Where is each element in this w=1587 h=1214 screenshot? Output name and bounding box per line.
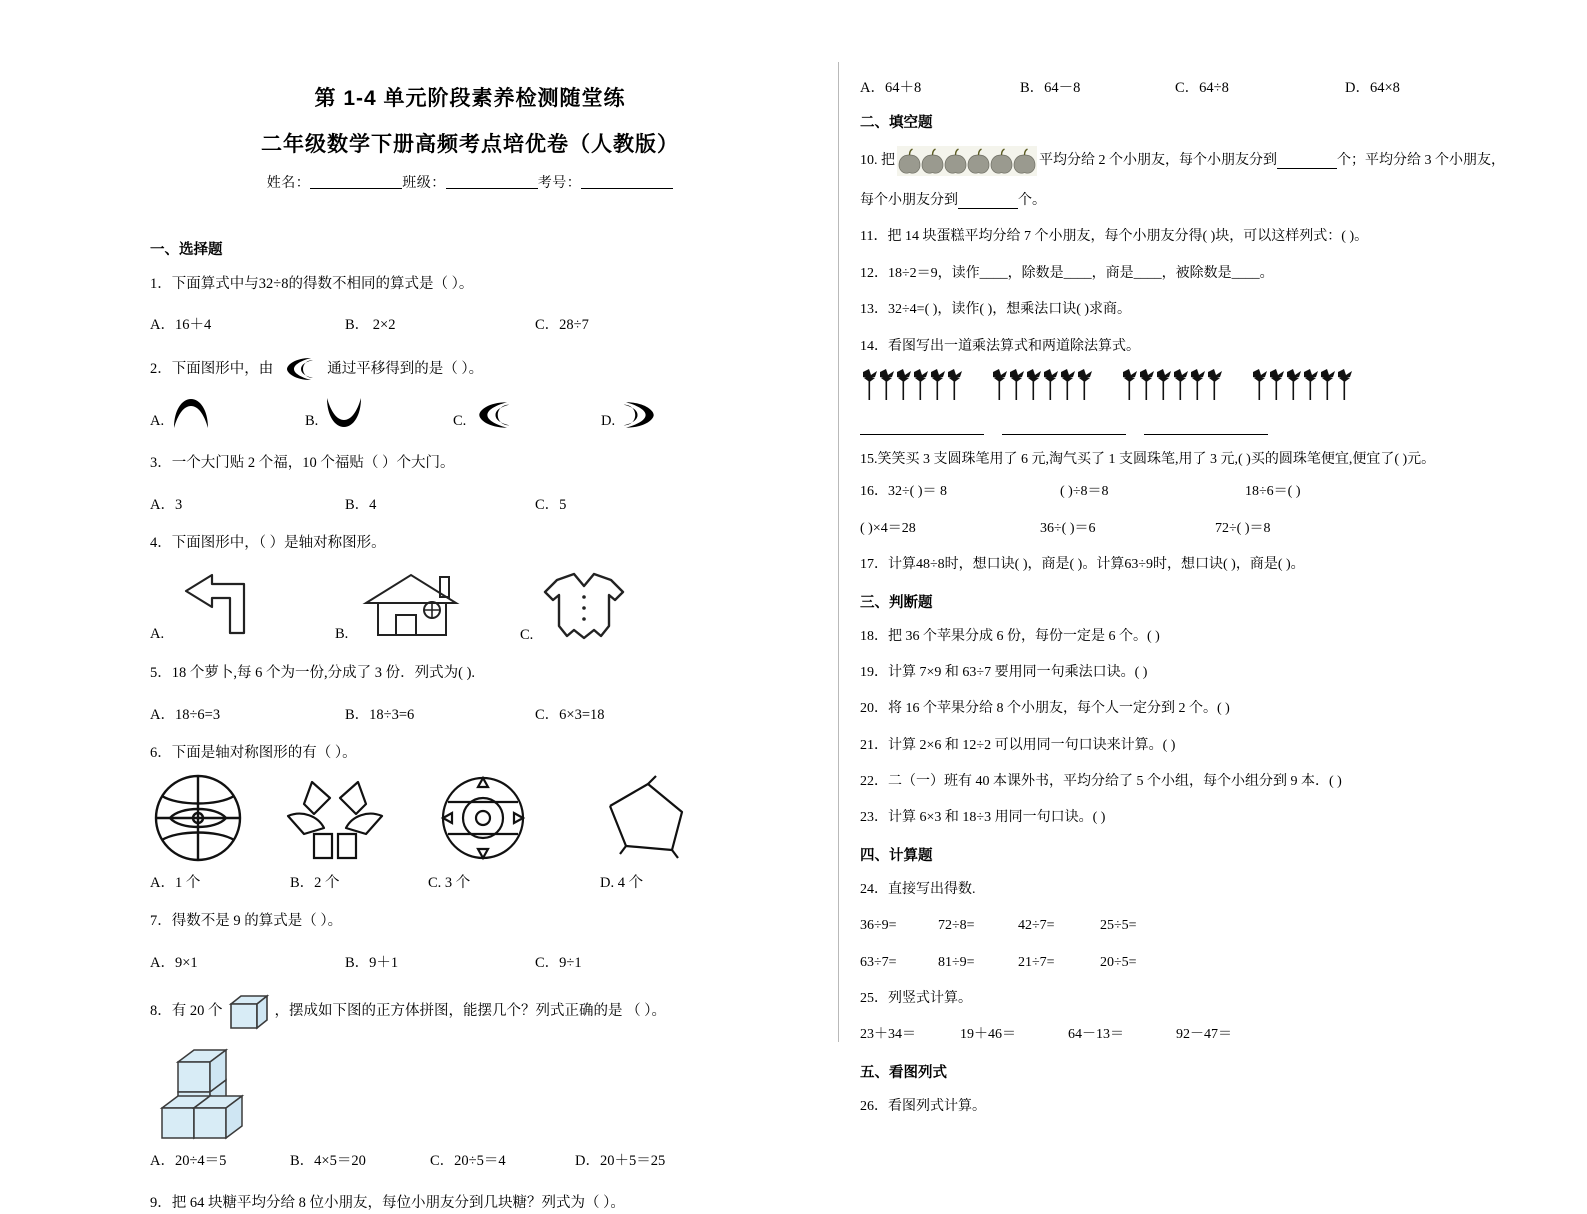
q4-option-b[interactable] (335, 565, 520, 643)
symmetric-ball-icon (150, 772, 280, 864)
question-9-text: 9．把 64 块糖平均分给 8 位小朋友，每位小朋友分到几块糖？列式为（ ）。 (150, 1194, 625, 1211)
question-22-text[interactable]: 22．二（一）班有 40 本课外书，平均分给了 5 个小组，每个小组分到 9 本．( ) (860, 774, 1342, 790)
question-6-figures (150, 770, 790, 865)
section-picture-heading: 五、看图列式 (860, 1064, 947, 1081)
question-10-line2 (860, 190, 1560, 212)
exam-input[interactable] (581, 188, 673, 189)
question-2-text (150, 356, 790, 382)
irregular-pentagon-icon (598, 772, 698, 864)
pinwheel-group-3 (1120, 368, 1228, 402)
q4-option-a[interactable] (150, 565, 335, 643)
q5-option-c[interactable]: C．6×3=18 (535, 706, 605, 723)
q16-expr-1[interactable]: 16．32÷( )＝ 8 (860, 484, 948, 500)
question-14-text: 14．看图写出一道乘法算式和两道除法算式。 (860, 338, 1140, 354)
q8-option-d[interactable]: D．20＋5＝25 (575, 1152, 666, 1169)
crescent-right-icon (621, 400, 661, 430)
crescent-up-icon (170, 396, 212, 430)
q5-option-b[interactable]: B．18÷3=6 (345, 706, 415, 723)
question-6-options (150, 871, 790, 892)
name-input[interactable] (310, 188, 402, 189)
q16-expr-6[interactable]: 72÷( )＝8 (1215, 520, 1271, 536)
question-21-text[interactable]: 21．计算 2×6 和 12÷2 可以用同一句口诀来计算。( ) (860, 737, 1176, 753)
q9-option-c[interactable]: C．64÷8 (1175, 80, 1229, 96)
q5-option-a[interactable]: A．18÷6=3 (150, 706, 221, 723)
column-divider (838, 62, 839, 1042)
q1-option-b[interactable]: B． 2×2 (345, 317, 396, 334)
q2-label-a: A. (150, 413, 165, 430)
q2-option-b[interactable] (305, 396, 453, 430)
question-1-text: 1．下面算式中与32÷8的得数不相同的算式是（ ）。 (150, 276, 474, 292)
q3-option-b[interactable]: B．4 (345, 496, 377, 513)
q14-answer-line-1[interactable] (860, 420, 984, 435)
flower-petals-icon (280, 772, 428, 864)
q10-text-a: 10. 把 (860, 152, 895, 168)
question-3-options (150, 493, 790, 514)
question-25-text: 25．列竖式计算。 (860, 991, 972, 1007)
student-info-row (150, 172, 790, 192)
question-1-options (150, 313, 790, 334)
question-7-text: 7．得数不是 9 的算式是（ ）。 (150, 913, 343, 930)
question-3-text: 3．一个大门贴 2 个福，10 个福贴（ ）个大门。 (150, 455, 455, 472)
question-8-text (150, 990, 790, 1032)
single-cube-icon (225, 990, 273, 1032)
q1-option-a[interactable]: A．16＋4 (150, 317, 212, 334)
q8-option-b[interactable]: B．4×5＝20 (290, 1152, 366, 1169)
question-16-line1 (860, 481, 1560, 503)
question-23-text[interactable]: 23．计算 6×3 和 18÷3 用同一句口诀。( ) (860, 810, 1106, 826)
question-19-text[interactable]: 19．计算 7×9 和 63÷7 要用同一句乘法口诀。( ) (860, 664, 1148, 680)
q7-option-c[interactable]: C．9÷1 (535, 954, 582, 971)
question-4-text: 4．下面图形中，（ ）是轴对称图形。 (150, 534, 386, 551)
q24-expr-5[interactable]: 63÷7= (860, 954, 897, 970)
question-2-options (150, 396, 790, 430)
q16-expr-5[interactable]: 36÷( )＝6 (1040, 520, 1096, 536)
q1-option-c[interactable]: C．28÷7 (535, 317, 589, 334)
question-16-line2 (860, 518, 1560, 540)
class-label: 班级： (402, 176, 446, 191)
crescent-icon (281, 356, 315, 382)
q14-answer-line-2[interactable] (1002, 420, 1126, 435)
q2-label-b: B. (305, 413, 319, 430)
question-12-text[interactable]: 12．18÷2＝9，读作____，除数是____，商是____，被除数是____。 (860, 265, 1274, 281)
q24-expr-1[interactable]: 36÷9= (860, 918, 897, 934)
question-18-text[interactable]: 18．把 36 个苹果分成 6 份，每份一定是 6 个。( ) (860, 628, 1160, 644)
q16-expr-4[interactable]: ( )×4＝28 (860, 520, 916, 536)
q10-text-e: 个。 (1018, 193, 1046, 208)
question-13-text[interactable]: 13．32÷4=( )，读作( )，想乘法口诀( )求商。 (860, 302, 1132, 318)
question-24-row1 (860, 915, 1560, 937)
question-14-answer-lines (860, 420, 1560, 435)
question-15-text[interactable]: 15.笑笑买 3 支圆珠笔用了 6 元,淘气买了 1 支圆珠笔,用了 3 元,( )买的圆珠笔便宜,便宜了( )元。 (860, 451, 1436, 467)
q24-expr-3[interactable]: 42÷7= (1018, 918, 1055, 934)
crescent-down-icon (324, 396, 364, 430)
symmetric-wheel-icon (428, 772, 598, 864)
q10-blank-2[interactable] (958, 193, 1018, 209)
q8-option-a[interactable]: A．20÷4＝5 (150, 1152, 227, 1169)
q8-option-c[interactable]: C．20÷5＝4 (430, 1152, 506, 1169)
q4-label-b: B. (335, 626, 349, 643)
exam-label: 考号： (537, 176, 582, 191)
q7-option-b[interactable]: B．9＋1 (345, 954, 399, 971)
q6-option-c[interactable]: C. 3 个 (428, 875, 471, 892)
section-fill-heading: 二、填空题 (860, 115, 933, 131)
page-title-line2: 二年级数学下册高频考点培优卷（人教版） (261, 133, 679, 156)
page-title-line1: 第 1-4 单元阶段素养检测随堂练 (314, 87, 626, 110)
pinwheel-group-4 (1250, 368, 1358, 402)
pinwheel-group-2 (990, 368, 1098, 402)
arrow-shape-icon (172, 565, 262, 643)
q9-option-d[interactable]: D．64×8 (1345, 80, 1400, 96)
q2-label-d: D. (601, 413, 616, 430)
q24-expr-4[interactable]: 25÷5= (1100, 918, 1137, 934)
question-24-row2 (860, 952, 1560, 974)
q2-option-d[interactable] (601, 400, 661, 430)
q25-expr-2[interactable]: 19＋46＝ (960, 1027, 1016, 1043)
q3-option-a[interactable]: A．3 (150, 496, 183, 513)
q24-expr-7[interactable]: 21÷7= (1018, 954, 1055, 970)
question-24-text: 24．直接写出得数. (860, 881, 976, 897)
q9-option-b[interactable]: B．64－8 (1020, 80, 1081, 96)
question-11-text[interactable]: 11．把 14 块蛋糕平均分给 7 个小朋友，每个小朋友分得( )块，可以这样列式：( )。 (860, 229, 1369, 245)
class-input[interactable] (446, 188, 538, 189)
question-26-text: 26．看图列式计算。 (860, 1098, 986, 1114)
q8-text-a: 8．有 20 个 (150, 1002, 223, 1019)
q10-text-c: 个；平均分给 3 个小朋友， (1337, 152, 1505, 168)
q4-label-c: C. (520, 627, 534, 644)
q4-label-a: A. (150, 626, 165, 643)
question-20-text[interactable]: 20．将 16 个苹果分给 8 个小朋友，每个人一定分到 2 个。( ) (860, 701, 1230, 717)
q2-option-a[interactable] (150, 396, 305, 430)
q10-text-b: 平均分给 2 个小朋友，每个小朋友分到 (1039, 152, 1277, 168)
q2-option-c[interactable] (453, 400, 601, 430)
question-7-options (150, 951, 790, 972)
q24-expr-6[interactable]: 81÷9= (938, 954, 975, 970)
q8-text-b: ，摆成如下图的正方体拼图，能摆几个？列式正确的是 （ ）。 (274, 1002, 666, 1019)
question-8-options (150, 1149, 790, 1170)
q10-blank-1[interactable] (1277, 153, 1337, 169)
question-9-options (860, 76, 1560, 97)
cube-stack-figure (160, 1038, 790, 1143)
question-25-row (860, 1024, 1560, 1046)
section-judge-heading: 三、判断题 (860, 594, 933, 611)
question-5-text: 5．18 个萝卜,每 6 个为一份,分成了 3 份．列式为( ). (150, 665, 476, 682)
q2-text-a: 2．下面图形中，由 (150, 361, 274, 377)
question-6-text: 6．下面是轴对称图形的有（ ）。 (150, 744, 357, 761)
q6-option-a[interactable]: A．1 个 (150, 875, 201, 892)
q24-expr-2[interactable]: 72÷8= (938, 918, 975, 934)
question-10-line1 (860, 146, 1560, 176)
q16-expr-2[interactable]: ( )÷8＝8 (1060, 484, 1109, 500)
q4-option-c[interactable] (520, 564, 627, 644)
apple-group-icon (897, 146, 1037, 176)
left-column (150, 60, 790, 1214)
question-4-options (150, 564, 790, 644)
q3-option-c[interactable]: C．5 (535, 496, 567, 513)
q16-expr-3[interactable]: 18÷6＝( ) (1245, 484, 1301, 500)
q24-expr-8[interactable]: 20÷5= (1100, 954, 1137, 970)
house-shape-icon (356, 565, 466, 643)
question-17-text[interactable]: 17．计算48÷8时，想口诀( )，商是( )。计算63÷9时，想口诀( )，商是( )。 (860, 557, 1305, 573)
crescent-left-icon (472, 400, 512, 430)
question-5-options (150, 703, 790, 724)
section-calc-heading: 四、计算题 (860, 847, 933, 864)
pinwheel-group-1 (860, 368, 968, 402)
section-choice-heading: 一、选择题 (150, 242, 223, 258)
q25-expr-1[interactable]: 23＋34＝ (860, 1027, 916, 1043)
q10-text-d: 每个小朋友分到 (860, 193, 958, 208)
q2-text-b: 通过平移得到的是（ ）。 (327, 361, 484, 377)
name-label: 姓名： (266, 176, 311, 191)
q25-expr-3[interactable]: 64－13＝ (1068, 1027, 1124, 1043)
q6-option-d[interactable]: D. 4 个 (600, 875, 644, 892)
q14-answer-line-3[interactable] (1144, 420, 1268, 435)
pinwheel-groups-figure (860, 368, 1560, 402)
q7-option-a[interactable]: A．9×1 (150, 954, 198, 971)
q2-label-c: C. (453, 413, 467, 430)
q9-option-a[interactable]: A．64＋8 (860, 80, 922, 96)
q25-expr-4[interactable]: 92－47＝ (1176, 1027, 1232, 1043)
q6-option-b[interactable]: B．2 个 (290, 875, 340, 892)
right-column (860, 62, 1560, 1118)
shirt-shape-icon (541, 564, 627, 644)
